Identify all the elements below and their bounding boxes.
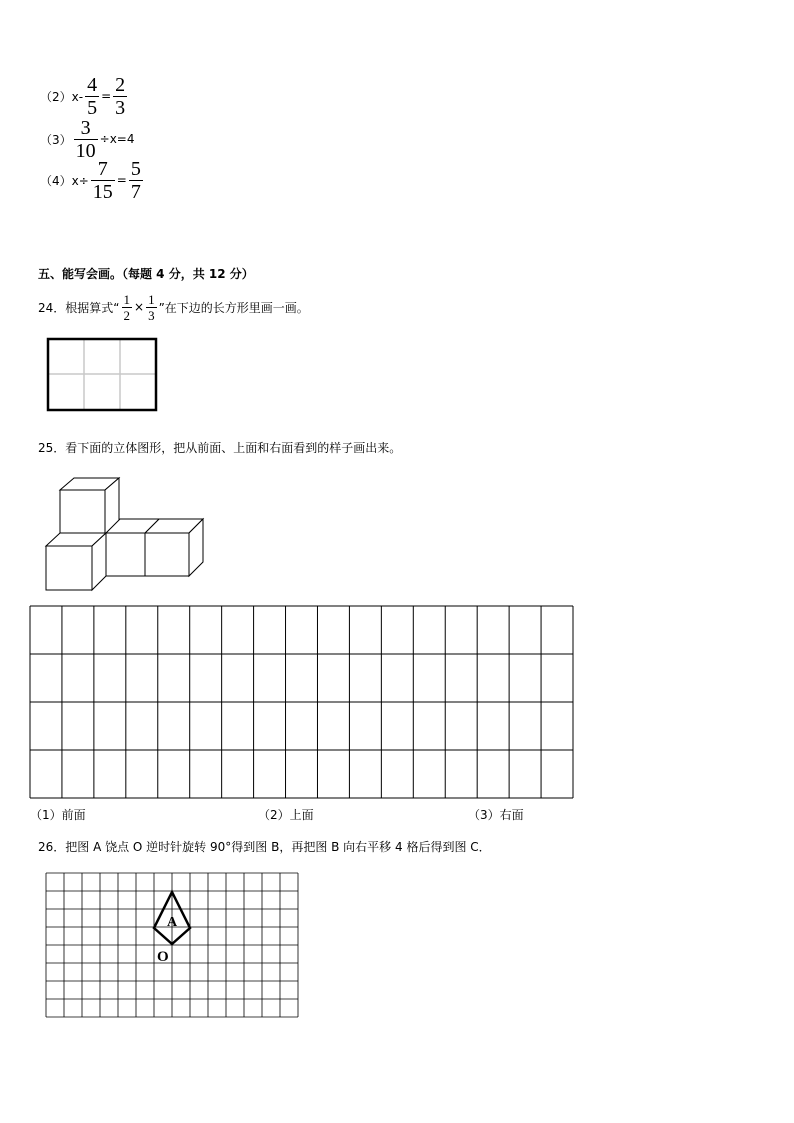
question-24: 24．根据算式“ $\frac{1}{2}$ × $\frac{1}{3}$ ”在下边的长方形里画一画。 xyxy=(38,291,309,323)
point-o-label: O xyxy=(157,949,169,965)
fraction: $\frac{4}{5}$ xyxy=(87,73,98,119)
view-label-front: （1）前面 xyxy=(30,808,86,822)
fraction: $\frac{1}{2}$ xyxy=(123,291,130,323)
equation-label: （4）x÷ xyxy=(40,173,89,188)
fraction: $\frac{2}{3}$ xyxy=(115,73,126,119)
section-title: 五、能写会画。（每题 4 分，共 12 分） xyxy=(38,267,254,281)
fraction: $\frac{3}{10}$ xyxy=(75,116,96,162)
equation-3: （3） $\frac{3}{10}$ ÷x=4 xyxy=(40,116,135,162)
answer-grid xyxy=(29,605,575,800)
question-25: 25．看下面的立体图形，把从前面、上面和右面看到的样子画出来。 xyxy=(38,441,402,455)
shape-a-label: A xyxy=(167,915,178,930)
fraction: $\frac{7}{15}$ xyxy=(92,157,113,203)
equation-2: （2）x- $\frac{4}{5}$ = $\frac{2}{3}$ xyxy=(40,73,126,119)
question-26: 26．把图 A 饶点 O 逆时针旋转 90°得到图 B，再把图 B 向右平移 4 格后得到图 C． xyxy=(38,840,491,854)
equation-label: （2）x- xyxy=(40,89,84,104)
rotation-grid xyxy=(45,872,301,1022)
equation-4: （4）x÷ $\frac{7}{15}$ = $\frac{5}{7}$ xyxy=(40,157,141,203)
view-label-right: （3）右面 xyxy=(468,808,524,822)
drawing-rectangle xyxy=(46,337,160,413)
equation-label: （3） xyxy=(40,132,72,147)
fraction: $\frac{5}{7}$ xyxy=(130,157,141,203)
view-label-top: （2）上面 xyxy=(258,808,314,822)
fraction: $\frac{1}{3}$ xyxy=(148,291,155,323)
cube-figure xyxy=(44,474,208,594)
